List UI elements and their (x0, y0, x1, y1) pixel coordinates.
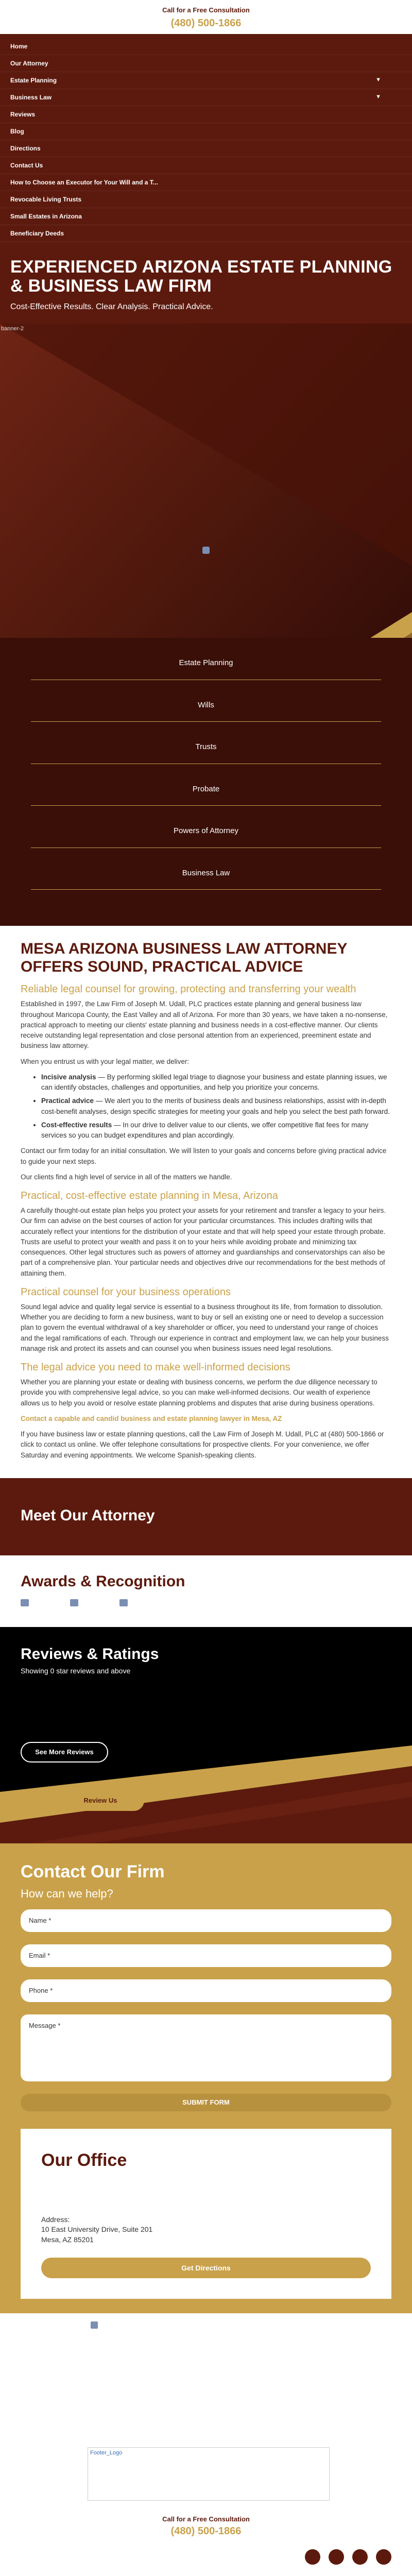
header-cta-text: Call for a Free Consultation (162, 6, 250, 14)
nav-item-label: Directions (10, 144, 41, 152)
practice-area-powers-of-attorney[interactable]: Powers of Attorney (31, 806, 381, 848)
chevron-down-icon (381, 42, 402, 51)
services-list (41, 1072, 391, 1141)
attorney-section (0, 1478, 412, 1555)
phone-field[interactable]: Phone * (21, 1979, 391, 2002)
chevron-down-icon (381, 195, 402, 204)
awards-section (0, 1555, 412, 1627)
reviews-subtitle: Showing 0 star reviews and above (21, 1666, 131, 1675)
chevron-down-icon (381, 161, 402, 170)
content-subheading-1: Reliable legal counsel for growing, protecting and transferring your wealth (21, 984, 356, 995)
practice-area-business-law[interactable]: Business Law (31, 848, 381, 890)
map-area (0, 2313, 412, 2447)
main-navigation (0, 34, 412, 246)
map-image-icon (91, 2321, 98, 2329)
office-title: Our Office (41, 2150, 127, 2170)
awards-logos (21, 1599, 391, 1606)
email-field[interactable]: Email * (21, 1944, 391, 1967)
practice-areas-list (0, 638, 412, 926)
reviews-title: Reviews & Ratings (21, 1645, 159, 1663)
nav-item-home[interactable] (0, 38, 412, 55)
bottom-phone-link[interactable]: (480) 500-1866 (170, 2525, 242, 2537)
social-icon[interactable] (305, 2549, 320, 2565)
content-subheading-4: The legal advice you need to make well-informed decisions (21, 1362, 290, 1374)
list-item (41, 1072, 391, 1093)
nav-item-label: Blog (10, 127, 24, 135)
content-paragraph-1: Established in 1997, the Law Firm of Joseph M. Udall, PLC practices estate planning and general business law throughout Maricopa County, the East Valley and all of Arizona. For more than 30 years, we have taken a no-nonsense, practical approach to meeting our clients' estate planning and business needs in a cost-effective manner. Our clients receive outstanding legal representation and close personal attention from an experienced, preeminent estate and business law attorney. (21, 1000, 388, 1050)
content-paragraph-4: Our clients find a high level of service in all of the matters we handle. (21, 1173, 232, 1181)
content-paragraph-6: Sound legal advice and quality legal service is essential to a business throughout its life, from formation to dissolution. Whether you are deciding to form a new business, want to buy or sell an existing one or need to develop a succession plan to govern the eventual withdrawal of a key shareholder or officer, you need to understand your range of choices and the legal ramifications of each. Through our experience in contract and employment law, we can help your business manage risk and protect its assets and can counsel you when business issues need legal resolutions. (21, 1302, 389, 1352)
nav-item-beneficiary-deeds[interactable] (0, 225, 412, 242)
chevron-down-icon (381, 212, 402, 221)
nav-item-executor[interactable] (0, 174, 412, 191)
banner-image-icon (202, 547, 210, 554)
get-directions-button[interactable]: Get Directions (41, 2258, 371, 2278)
content-contact-heading: Contact a capable and candid business and estate planning lawyer in Mesa, AZ (21, 1414, 282, 1422)
main-content (0, 926, 412, 1478)
awards-title: Awards & Recognition (21, 1572, 185, 1590)
office-card (21, 2129, 391, 2299)
content-paragraph-3: Contact our firm today for an initial consultation. We will listen to your goals and concerns before giving practical advice to guide your next steps. (21, 1147, 387, 1165)
bottom-cta-text: Call for a Free Consultation (162, 2515, 250, 2523)
nav-item-living-trusts[interactable] (0, 191, 412, 208)
nav-item-blog[interactable] (0, 123, 412, 140)
chevron-down-icon (381, 59, 402, 68)
nav-item-label: How to Choose an Executor for Your Will and a T... (10, 178, 158, 186)
hero-section (0, 246, 412, 324)
chevron-down-icon (381, 144, 402, 153)
social-links (305, 2549, 391, 2565)
nav-item-label: Home (10, 42, 28, 50)
list-item-label: Cost-effective results (41, 1121, 112, 1129)
hero-title: EXPERIENCED ARIZONA ESTATE PLANNING & BUSINESS LAW FIRM (10, 257, 392, 296)
banner-caption: banner-2 (1, 326, 24, 332)
practice-area-estate-planning[interactable]: Estate Planning (31, 638, 381, 680)
list-item-label: Incisive analysis (41, 1073, 96, 1081)
nav-item-label: Business Law (10, 93, 52, 101)
office-section (0, 2129, 412, 2313)
header-phone-link[interactable]: (480) 500-1866 (170, 17, 242, 29)
nav-item-reviews[interactable] (0, 106, 412, 123)
social-icon[interactable] (376, 2549, 391, 2565)
chevron-down-icon[interactable]: ▼ (375, 93, 381, 100)
address-city: Mesa, AZ 85201 (41, 2235, 94, 2244)
office-address (41, 2215, 371, 2245)
nav-item-business-law[interactable] (0, 89, 412, 106)
content-paragraph-5: A carefully thought-out estate plan helps you protect your assets for your retirement and transfer a legacy to your heirs. Our firm can advise on the best courses of action for your particular circumstances. This includes drafting wills that accurately reflect your intentions for the distribution of your estate and that will help speed your estate through probate. Trusts are useful to protect your wealth and pass it on to your heirs while avoiding probate and minimizing tax consequences. Other legal structures such as powers of attorney and guardianships and conservatorships can also be part of a comprehensive plan. Your particular needs and objectives drive our recommendations for the best methods of attaining them. (21, 1207, 386, 1277)
list-item (41, 1096, 391, 1117)
see-more-reviews-button[interactable]: See More Reviews (21, 1742, 108, 1762)
attorney-title: Meet Our Attorney (21, 1506, 155, 1524)
header-cta-bar (0, 0, 412, 34)
footer-logo-label: Footer_Logo (90, 2449, 123, 2456)
content-subheading-2: Practical, cost-effective estate planning in Mesa, Arizona (21, 1190, 278, 1202)
nav-item-label: Estate Planning (10, 76, 57, 84)
social-icon[interactable] (352, 2549, 368, 2565)
content-subheading-3: Practical counsel for your business operations (21, 1286, 231, 1298)
list-item (41, 1120, 391, 1141)
nav-item-label: Small Estates in Arizona (10, 212, 82, 220)
nav-item-small-estates[interactable] (0, 208, 412, 225)
list-item-text: — By performing skilled legal triage to diagnose your business and estate planning issues, we can identify obstacles, challenges and opportunities, and help you prioritize your concerns. (41, 1073, 387, 1092)
content-paragraph-7: Whether you are planning your estate or dealing with business concerns, we perform the due diligence necessary to provide you with comprehensive legal advice, so you can make well-informed decisions. Our wealth of experience allows us to help you avoid or resolve estate planning problems and disputes that arise during business operations. (21, 1378, 377, 1407)
nav-item-label: Reviews (10, 110, 36, 118)
nav-item-label: Contact Us (10, 161, 43, 169)
address-label: Address: (41, 2215, 70, 2224)
bottom-cta-section (0, 2447, 412, 2576)
content-paragraph-2: When you entrust us with your legal matter, we deliver: (21, 1057, 190, 1065)
nav-item-label: Our Attorney (10, 59, 48, 67)
list-item-label: Practical advice (41, 1097, 94, 1105)
list-item-text: — We alert you to the merits of business deals and business relationships, assist with in-depth cost-benefit analyses, design specific strategies for meeting your goals and help you select the best path forward. (41, 1097, 390, 1115)
chevron-down-icon (381, 127, 402, 136)
contact-title: Contact Our Firm (21, 1861, 165, 1882)
content-heading: MESA ARIZONA BUSINESS LAW ATTORNEY OFFERS SOUND, PRACTICAL ADVICE (21, 940, 347, 975)
nav-item-our-attorney[interactable] (0, 55, 412, 72)
practice-area-probate[interactable]: Probate (31, 764, 381, 806)
award-badge-icon[interactable] (21, 1599, 29, 1606)
reviews-section (0, 1627, 412, 1843)
award-badge-icon[interactable] (70, 1599, 78, 1606)
social-icon[interactable] (329, 2549, 344, 2565)
nav-item-label: Revocable Living Trusts (10, 195, 82, 203)
practice-area-trusts[interactable]: Trusts (31, 722, 381, 764)
chevron-down-icon (381, 229, 402, 238)
nav-item-directions[interactable] (0, 140, 412, 157)
review-us-button[interactable]: Review Us (57, 1790, 144, 1811)
submit-form-button[interactable]: SUBMIT FORM (21, 2094, 391, 2111)
address-street: 10 East University Drive, Suite 201 (41, 2225, 153, 2234)
name-field[interactable]: Name * (21, 1909, 391, 1932)
chevron-down-icon (381, 178, 402, 187)
contact-subtitle: How can we help? (21, 1887, 113, 1900)
nav-item-label: Beneficiary Deeds (10, 229, 64, 237)
message-field[interactable]: Message * (21, 2014, 391, 2081)
contact-section (0, 1843, 412, 2129)
practice-area-wills[interactable]: Wills (31, 680, 381, 722)
hero-tagline: Cost-Effective Results. Clear Analysis. Practical Advice. (10, 302, 213, 312)
chevron-down-icon (381, 110, 402, 119)
nav-item-contact-us[interactable] (0, 157, 412, 174)
nav-item-estate-planning[interactable] (0, 72, 412, 89)
chevron-down-icon[interactable]: ▼ (375, 76, 381, 83)
award-badge-icon[interactable] (119, 1599, 128, 1606)
footer-logo-frame (88, 2447, 330, 2501)
content-paragraph-9: If you have business law or estate planning questions, call the Law Firm of Joseph M. Udall, PLC at (480) 500-1866 or click to contact us online. We offer telephone consultations for prospective clients. For your convenience, we offer Saturday and evening appointments. We welcome Spanish-speaking clients. (21, 1430, 384, 1459)
list-item-text: — In our drive to deliver value to our clients, we offer competitive flat fees for many services so you can budget expenditures and plan accordingly. (41, 1121, 369, 1140)
